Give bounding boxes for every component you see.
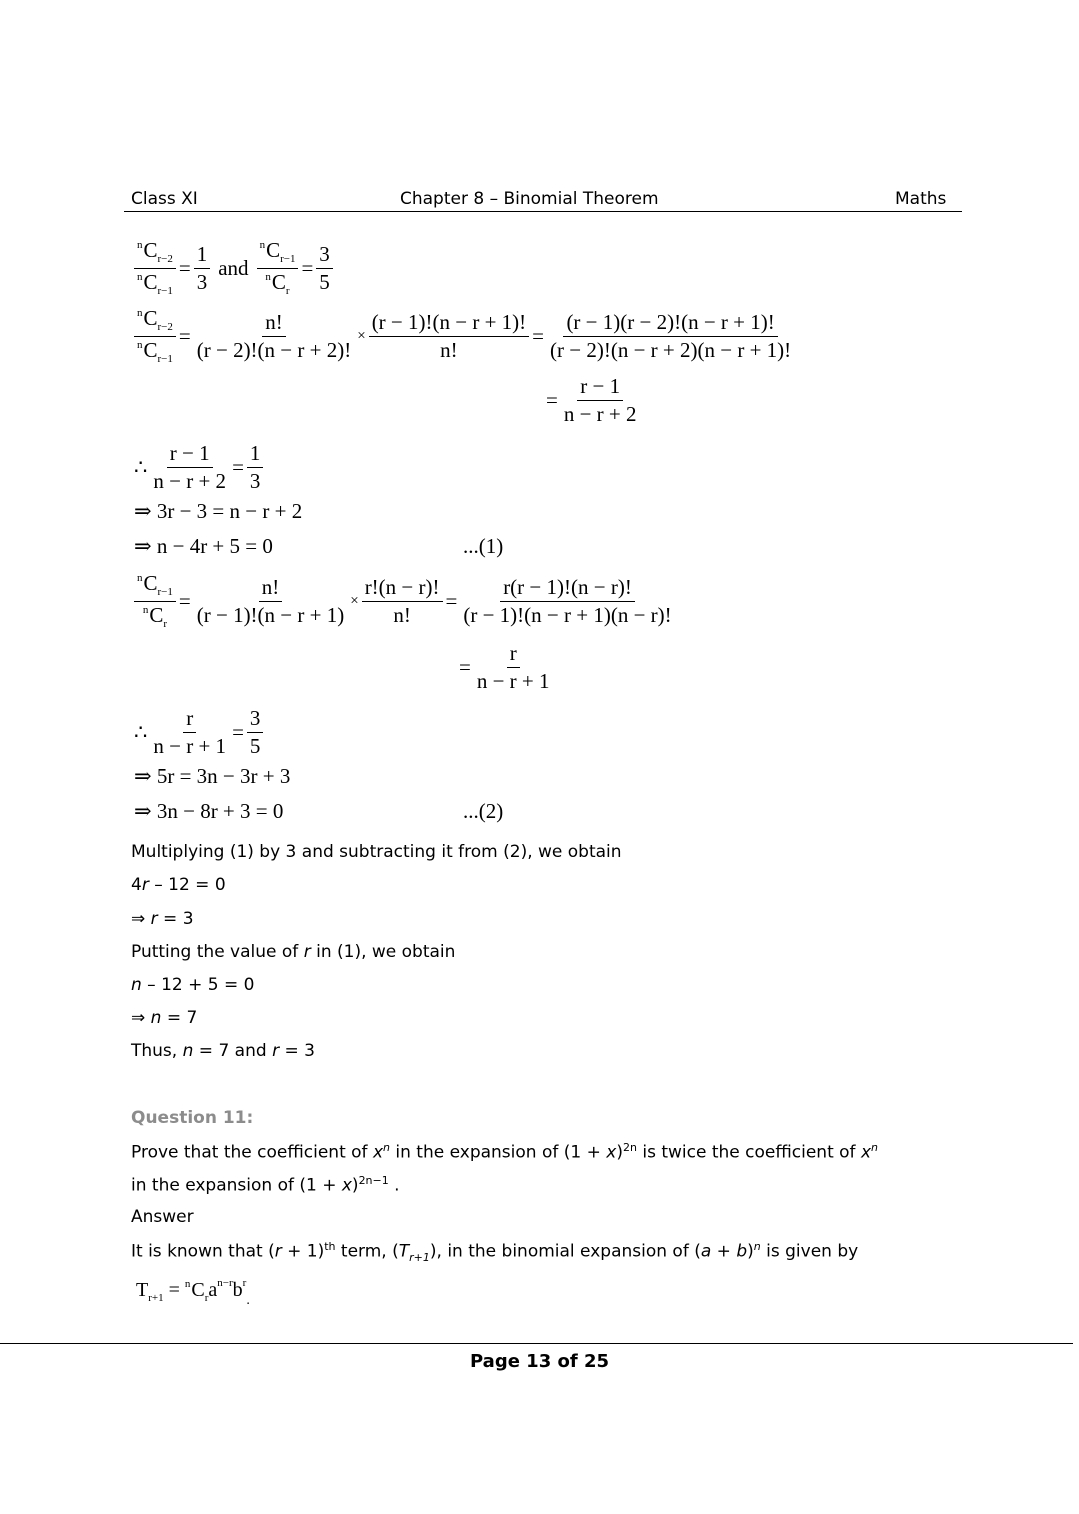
- step2-line2: ⇒ 5r = 3n − 3r + 3: [134, 764, 291, 788]
- page-number: Page 13 of 25: [469, 1351, 610, 1372]
- ratio1-simplified: = $\frac{r - 1}{n - r + 2}$: [546, 374, 637, 426]
- ratio2-equation: $\frac{^nC_{r-1}}{^nC_r}$ = $\frac{n!}{(r - 1)!(n - r + 1)}$ × $\frac{r!(n - r)!}{n!}$ = $\frac{r(r - 1)!(n - r)!}{(r - 1)!(n - r + 1)(n - r)!}$: [134, 573, 675, 630]
- step2-line3: ⇒ 3n − 8r + 3 = 0: [134, 799, 284, 823]
- question-text: in the expansion of $(1 + x)^{2n-1}$ .: [131, 1174, 400, 1196]
- equation-tag-1: ...(1): [463, 534, 504, 558]
- text-line: ⇒ r = 3: [131, 909, 194, 929]
- text-line: Thus, n = 7 and r = 3: [131, 1041, 315, 1061]
- text-line: ⇒ n = 7: [131, 1008, 198, 1028]
- general-term-formula: $T_{r+1} = ^nC_ra^{n-r}b^r_.$: [136, 1277, 250, 1308]
- step1-line2: ⇒ 3r − 3 = n − r + 2: [134, 499, 303, 523]
- answer-label: Answer: [131, 1207, 194, 1227]
- ratio2-simplified: = $\frac{r}{n - r + 1}$: [459, 641, 550, 693]
- answer-text: It is known that $(r + 1)^{th}$ term, $(T_{r+1})$, in the binomial expansion of $(a + b)^n$ is given by: [131, 1240, 859, 1265]
- header-chapter: Chapter 8 – Binomial Theorem: [400, 189, 659, 209]
- step2-equation: ∴ $\frac{r}{n - r + 1}$ = $\frac{3}{5}$: [134, 708, 263, 757]
- question-heading: Question 11:: [131, 1108, 254, 1128]
- footer-rule: [0, 1343, 1073, 1344]
- step1-equation: ∴ $\frac{r - 1}{n - r + 2}$ = $\frac{1}{3}$: [134, 443, 263, 492]
- fraction: $\frac{^nC_{r-2}}{^nC_{r-1}}$: [134, 240, 176, 297]
- header-class: Class XI: [131, 189, 198, 209]
- header-rule: [124, 211, 962, 212]
- equation-tag-2: ...(2): [463, 799, 504, 823]
- given-ratios: $\frac{^nC_{r-2}}{^nC_{r-1}}$ = $\frac{1}{3}$ and $\frac{^nC_{r-1}}{^nC_r}$ = $\frac{3}{5}$: [134, 240, 333, 297]
- text-line: 4r – 12 = 0: [131, 875, 226, 895]
- text-line: Putting the value of r in (1), we obtain: [131, 942, 456, 962]
- question-text: Prove that the coefficient of $x^n$ in the expansion of $(1 + x)^{2n}$ is twice the coefficient of $x^n$: [131, 1141, 878, 1163]
- step1-line3: ⇒ n − 4r + 5 = 0: [134, 534, 273, 558]
- text-line: Multiplying (1) by 3 and subtracting it from (2), we obtain: [131, 842, 622, 862]
- ratio1-equation: $\frac{^nC_{r-2}}{^nC_{r-1}}$ = $\frac{n!}{(r - 2)!(n - r + 2)!}$ × $\frac{(r - 1)!(n - r + 1)!}{n!}$ = $\frac{(r - 1)(r - 2)!(n - r + 1)!}{(r - 2)!(n - r + 2)(n - r + 1)!}$: [134, 308, 794, 365]
- header-subject: Maths: [895, 189, 947, 209]
- text-line: n – 12 + 5 = 0: [131, 975, 255, 995]
